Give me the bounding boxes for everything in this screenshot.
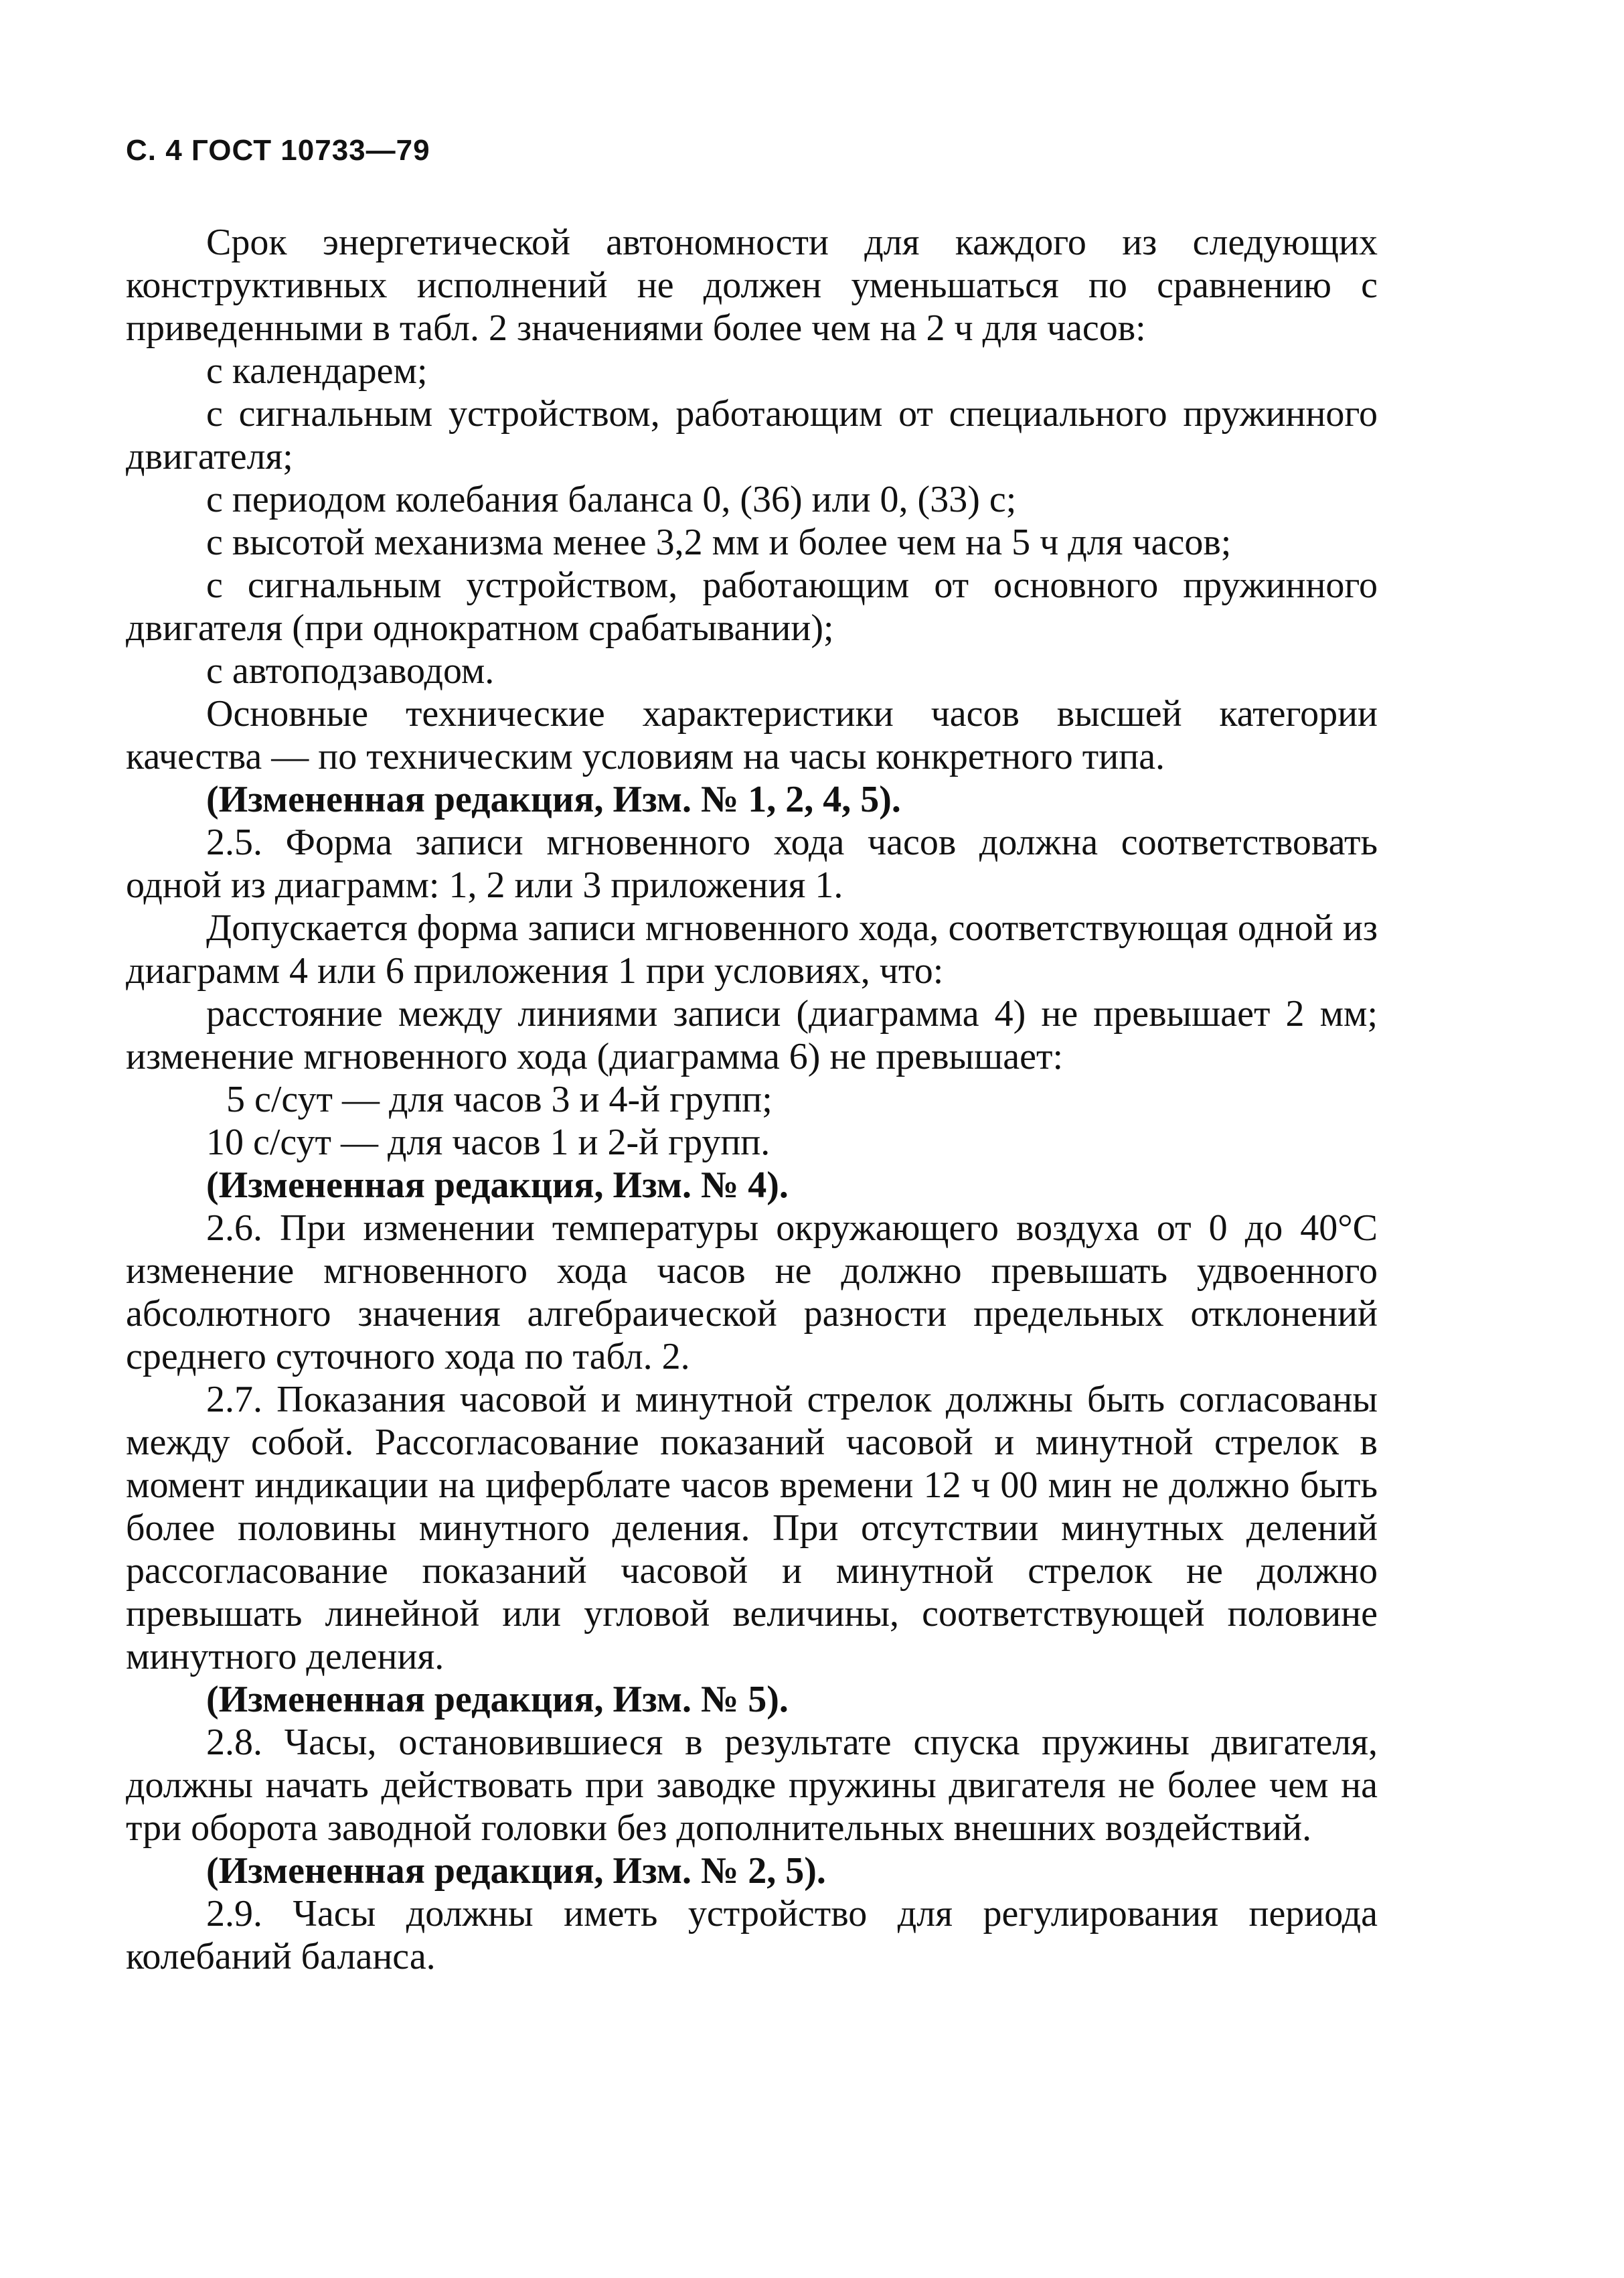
amendment-note: (Измененная редакция, Изм. № 2, 5). [206, 1850, 826, 1892]
rate-groups-1-2: 10 с/сут — для часов 1 и 2-й групп. [206, 1122, 770, 1163]
paragraph-autonomy: Срок энергетической автономности для каждого из следующих конструктивных исполнений не должен уменьшаться по сравнению с приведенными в табл. 2 значениями более чем на 2 ч для часов: [126, 222, 1378, 349]
section-2-8: 2.8. Часы, остановившиеся в результате спуска пружины двигателя, должны начать действовать при заводке пружины двигателя не более чем на три оборота заводной головки без дополнительных внешних воздействий. [126, 1722, 1378, 1849]
section-2-9: 2.9. Часы должны иметь устройство для регулирования периода колебаний баланса. [126, 1893, 1378, 1977]
list-item-autowinding: с автоподзаводом. [206, 650, 495, 692]
list-item-mechanism-height: с высотой механизма менее 3,2 мм и более чем на 5 ч для часов; [206, 522, 1232, 563]
document-page [126, 134, 1378, 1978]
amendment-note: (Измененная редакция, Изм. № 5). [206, 1679, 789, 1720]
paragraph-characteristics: Основные технические характеристики часов высшей категории качества — по техническим условиям на часы конкретного типа. [126, 693, 1378, 777]
section-2-5-allowance: Допускается форма записи мгновенного хода, соответствующая одной из диаграмм 4 или 6 приложения 1 при условиях, что: [126, 907, 1378, 992]
amendment-note: (Измененная редакция, Изм. № 1, 2, 4, 5). [206, 779, 901, 820]
list-item-balance-period: с периодом колебания баланса 0, (36) или 0, (33) с; [206, 479, 1017, 520]
list-item-calendar: с календарем; [206, 350, 428, 392]
amendment-note: (Измененная редакция, Изм. № 4). [206, 1164, 789, 1206]
section-2-5: 2.5. Форма записи мгновенного хода часов должна соответствовать одной из диаграмм: 1, 2 или 3 приложения 1. [126, 822, 1378, 906]
rate-groups-3-4: 5 с/сут — для часов 3 и 4-й групп; [226, 1079, 773, 1120]
section-2-7: 2.7. Показания часовой и минутной стрелок должны быть согласованы между собой. Рассогласование показаний часовой и минутной стрелок в момент индикации на циферблате часов времени 12 ч 00 мин не должно быть более половины минутного деления. При отсутствии минутных делений рассогласование показаний часовой и минутной стрелок не должно превышать линейной или угловой величины, соответствующей половине минутного деления. [126, 1379, 1378, 1677]
list-item-signal-special: с сигнальным устройством, работающим от специального пружинного двигателя; [126, 393, 1378, 477]
section-2-6: 2.6. При изменении температуры окружающего воздуха от 0 до 40°С изменение мгновенного хода часов не должно превышать удвоенного абсолютного значения алгебраической разности предельных отклонений среднего суточного хода по табл. 2. [126, 1207, 1378, 1377]
page-header: С. 4 ГОСТ 10733—79 [126, 134, 430, 167]
section-2-5-conditions: расстояние между линиями записи (диаграмма 4) не превышает 2 мм; изменение мгновенного хода (диаграмма 6) не превышает: [126, 993, 1378, 1077]
list-item-signal-main: с сигнальным устройством, работающим от основного пружинного двигателя (при однократном срабатывании); [126, 564, 1378, 649]
